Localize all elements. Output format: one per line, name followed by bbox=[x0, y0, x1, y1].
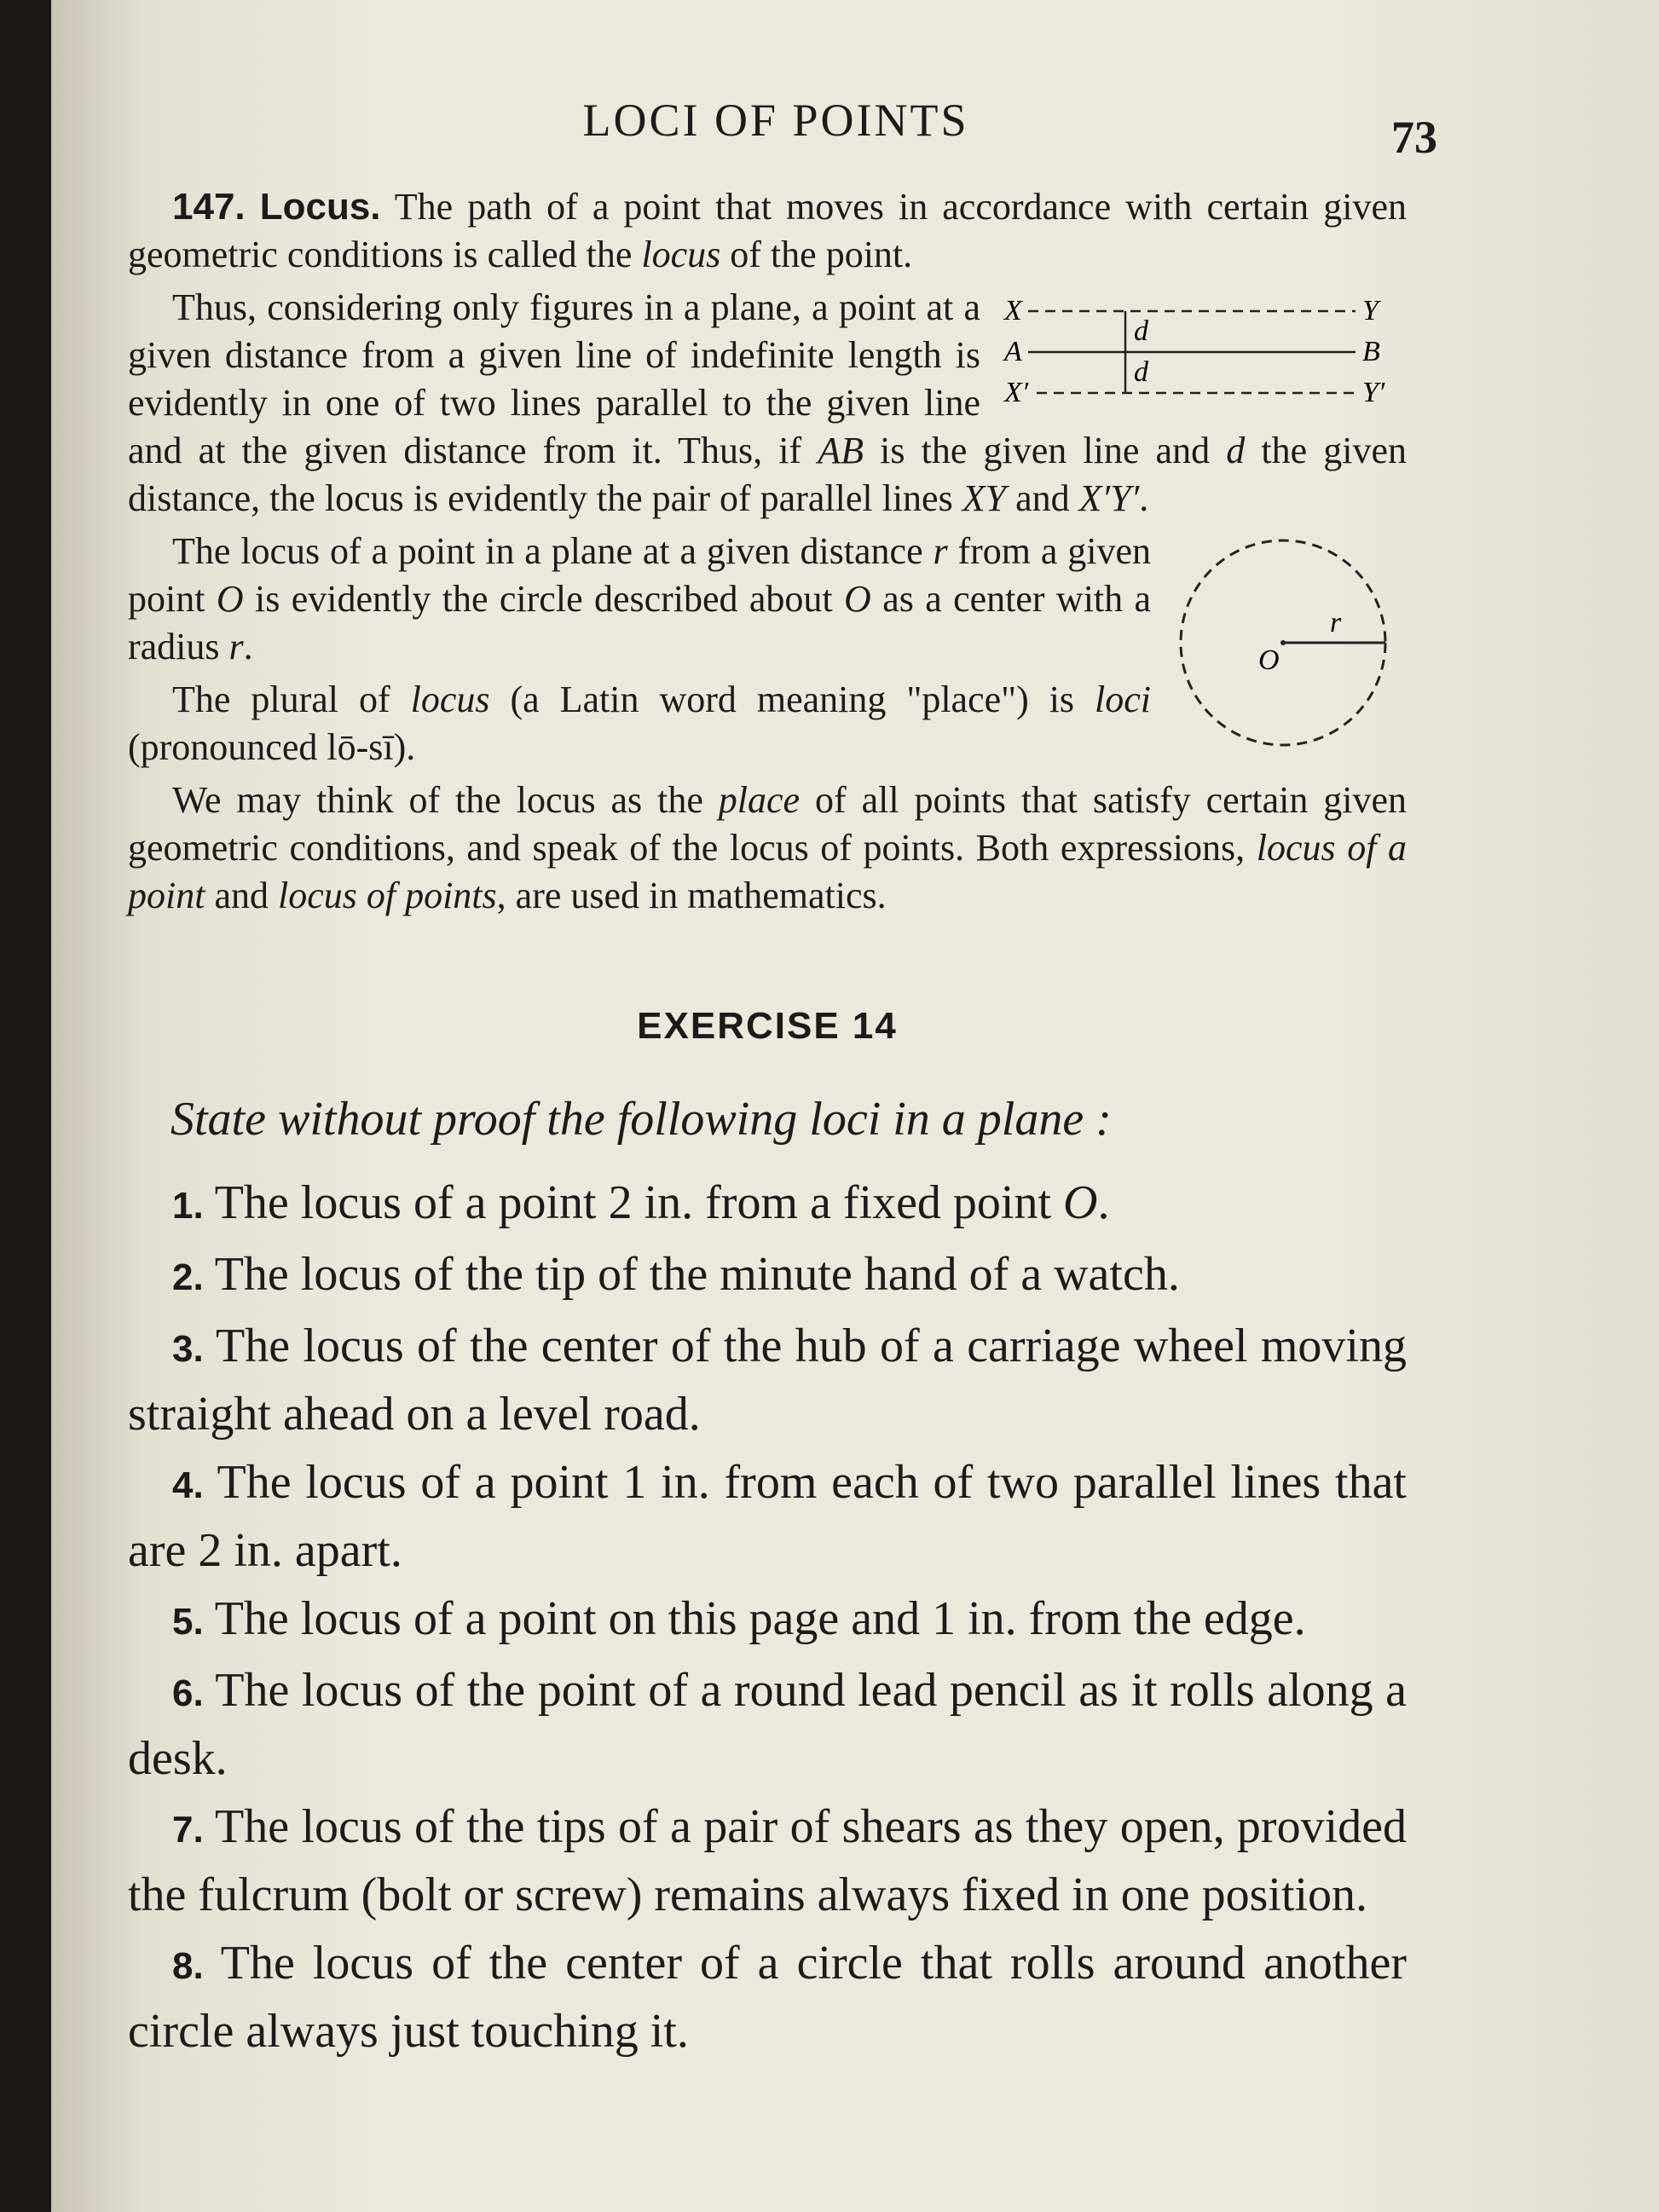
term-locus: locus bbox=[410, 679, 490, 720]
place-text-a: We may think of the locus as the bbox=[172, 779, 703, 821]
page-number: 73 bbox=[1391, 112, 1437, 163]
var-r: r bbox=[933, 530, 948, 572]
item-number: 4. bbox=[172, 1464, 204, 1506]
section-intro-end: of the point. bbox=[730, 234, 913, 275]
exercise-item bbox=[128, 1586, 1407, 1655]
locus-term: locus bbox=[641, 234, 721, 275]
exercise-item bbox=[128, 1314, 1407, 1447]
term-loci: loci bbox=[1095, 679, 1152, 720]
parallel-text-a: Thus, considering only figures in a plane, a point at a given distance from a given line of indefinite length is evidently in one of two lines parallel to the given line and at the given distance from it. Thus, if bbox=[128, 286, 980, 471]
item-text: The locus of a point 2 in. from a fixed point bbox=[214, 1176, 1052, 1229]
item-text: The locus of the tips of a pair of shears as they open, provided the fulcrum (bolt or screw) remains always fixed in one position. bbox=[128, 1800, 1407, 1921]
item-number: 3. bbox=[172, 1328, 204, 1370]
circle-figure bbox=[1168, 528, 1407, 758]
var-o: O bbox=[844, 578, 871, 620]
section-147-paragraph bbox=[128, 183, 1407, 279]
plural-text-a: The plural of bbox=[172, 679, 390, 720]
var-ab: AB bbox=[818, 430, 864, 471]
label-y: Y bbox=[1362, 295, 1379, 326]
circle-text-c: is evidently the circle described about bbox=[254, 578, 833, 620]
item-number: 5. bbox=[172, 1601, 204, 1643]
plural-text-b: (a Latin word meaning "place") is bbox=[510, 679, 1075, 720]
label-a: A bbox=[1004, 336, 1022, 367]
section-intro-text: The path of a point that moves in accordance with certain given geometric conditions is called the bbox=[128, 186, 1407, 275]
item-number: 7. bbox=[172, 1809, 204, 1851]
exercise-item bbox=[128, 1170, 1407, 1239]
plural-text-c: (pronounced lō-sī). bbox=[128, 726, 416, 768]
label-y-prime: Y′ bbox=[1362, 377, 1385, 408]
item-text: The locus of the tip of the minute hand of a watch. bbox=[214, 1248, 1180, 1301]
place-text-c: and bbox=[214, 875, 269, 916]
item-text: The locus of a point 1 in. from each of two parallel lines that are 2 in. apart. bbox=[128, 1456, 1407, 1577]
item-end: . bbox=[1097, 1176, 1110, 1229]
item-text: The locus of a point on this page and 1 in. from the edge. bbox=[214, 1592, 1306, 1645]
term-locus-of-a-point: locus of a point bbox=[128, 827, 1408, 916]
exercise-item bbox=[128, 1931, 1407, 2064]
circle-text-b: from a given point bbox=[128, 530, 1152, 620]
body-text bbox=[128, 183, 1407, 2067]
place-text-b: of all points that satisfy certain given geometric conditions, and speak of the locus of points. Both expressions, bbox=[128, 779, 1408, 869]
exercise-heading: EXERCISE 14 bbox=[637, 1005, 898, 1047]
item-text: The locus of the center of the hub of a carriage wheel moving straight ahead on a level road. bbox=[128, 1320, 1407, 1441]
item-number: 8. bbox=[172, 1945, 204, 1987]
item-text: The locus of the point of a round lead pencil as it rolls along a desk. bbox=[128, 1664, 1407, 1785]
item-number: 6. bbox=[172, 1672, 204, 1714]
parallel-text-b: is the given line and bbox=[880, 430, 1211, 471]
parallel-lines-figure bbox=[997, 292, 1407, 412]
var-o: O bbox=[1063, 1176, 1098, 1229]
book-page bbox=[51, 0, 1659, 2212]
exercise-item bbox=[128, 1242, 1407, 1310]
item-number: 2. bbox=[172, 1256, 204, 1298]
var-r: r bbox=[228, 626, 244, 667]
label-b: B bbox=[1362, 336, 1380, 367]
label-d-top: d bbox=[1134, 315, 1148, 347]
label-d-bottom: d bbox=[1134, 356, 1148, 388]
var-d: d bbox=[1226, 430, 1246, 471]
var-o: O bbox=[216, 578, 244, 620]
label-r: r bbox=[1330, 607, 1342, 638]
parallel-text-d: and bbox=[1015, 477, 1070, 519]
exercise-item bbox=[128, 1450, 1407, 1583]
term-place: place bbox=[718, 779, 801, 821]
var-xy: XY bbox=[962, 477, 1007, 519]
parallel-text-c: the given distance, the locus is evidently the pair of parallel lines bbox=[128, 430, 1408, 519]
exercise-item bbox=[128, 1794, 1407, 1927]
circle-text-e: . bbox=[243, 626, 253, 667]
center-point bbox=[1280, 640, 1286, 645]
circle-text-d: as a center with a radius bbox=[128, 578, 1152, 667]
place-text-d: , are used in mathematics. bbox=[496, 875, 887, 916]
running-head bbox=[51, 94, 1659, 163]
section-title: Locus. bbox=[259, 186, 381, 228]
exercise-instruction: State without proof the following loci in a plane : bbox=[171, 1093, 1112, 1146]
var-x-prime-y-prime: X′Y′ bbox=[1078, 477, 1140, 519]
exercise-list bbox=[128, 1170, 1407, 2064]
item-number: 1. bbox=[172, 1185, 204, 1227]
label-x-prime: X′ bbox=[1004, 377, 1029, 408]
label-o: O bbox=[1258, 644, 1280, 676]
label-x: X bbox=[1004, 295, 1022, 326]
item-text: The locus of the center of a circle that rolls around another circle always just touching it. bbox=[128, 1937, 1407, 2058]
section-number: 147. bbox=[172, 186, 246, 228]
term-locus-of-points: locus of points bbox=[277, 875, 497, 916]
parallel-text-e: . bbox=[1139, 477, 1149, 519]
circle-text-a: The locus of a point in a plane at a given distance bbox=[172, 530, 923, 572]
exercise-item bbox=[128, 1658, 1407, 1791]
running-title: LOCI OF POINTS bbox=[582, 95, 969, 146]
place-paragraph bbox=[128, 777, 1407, 920]
